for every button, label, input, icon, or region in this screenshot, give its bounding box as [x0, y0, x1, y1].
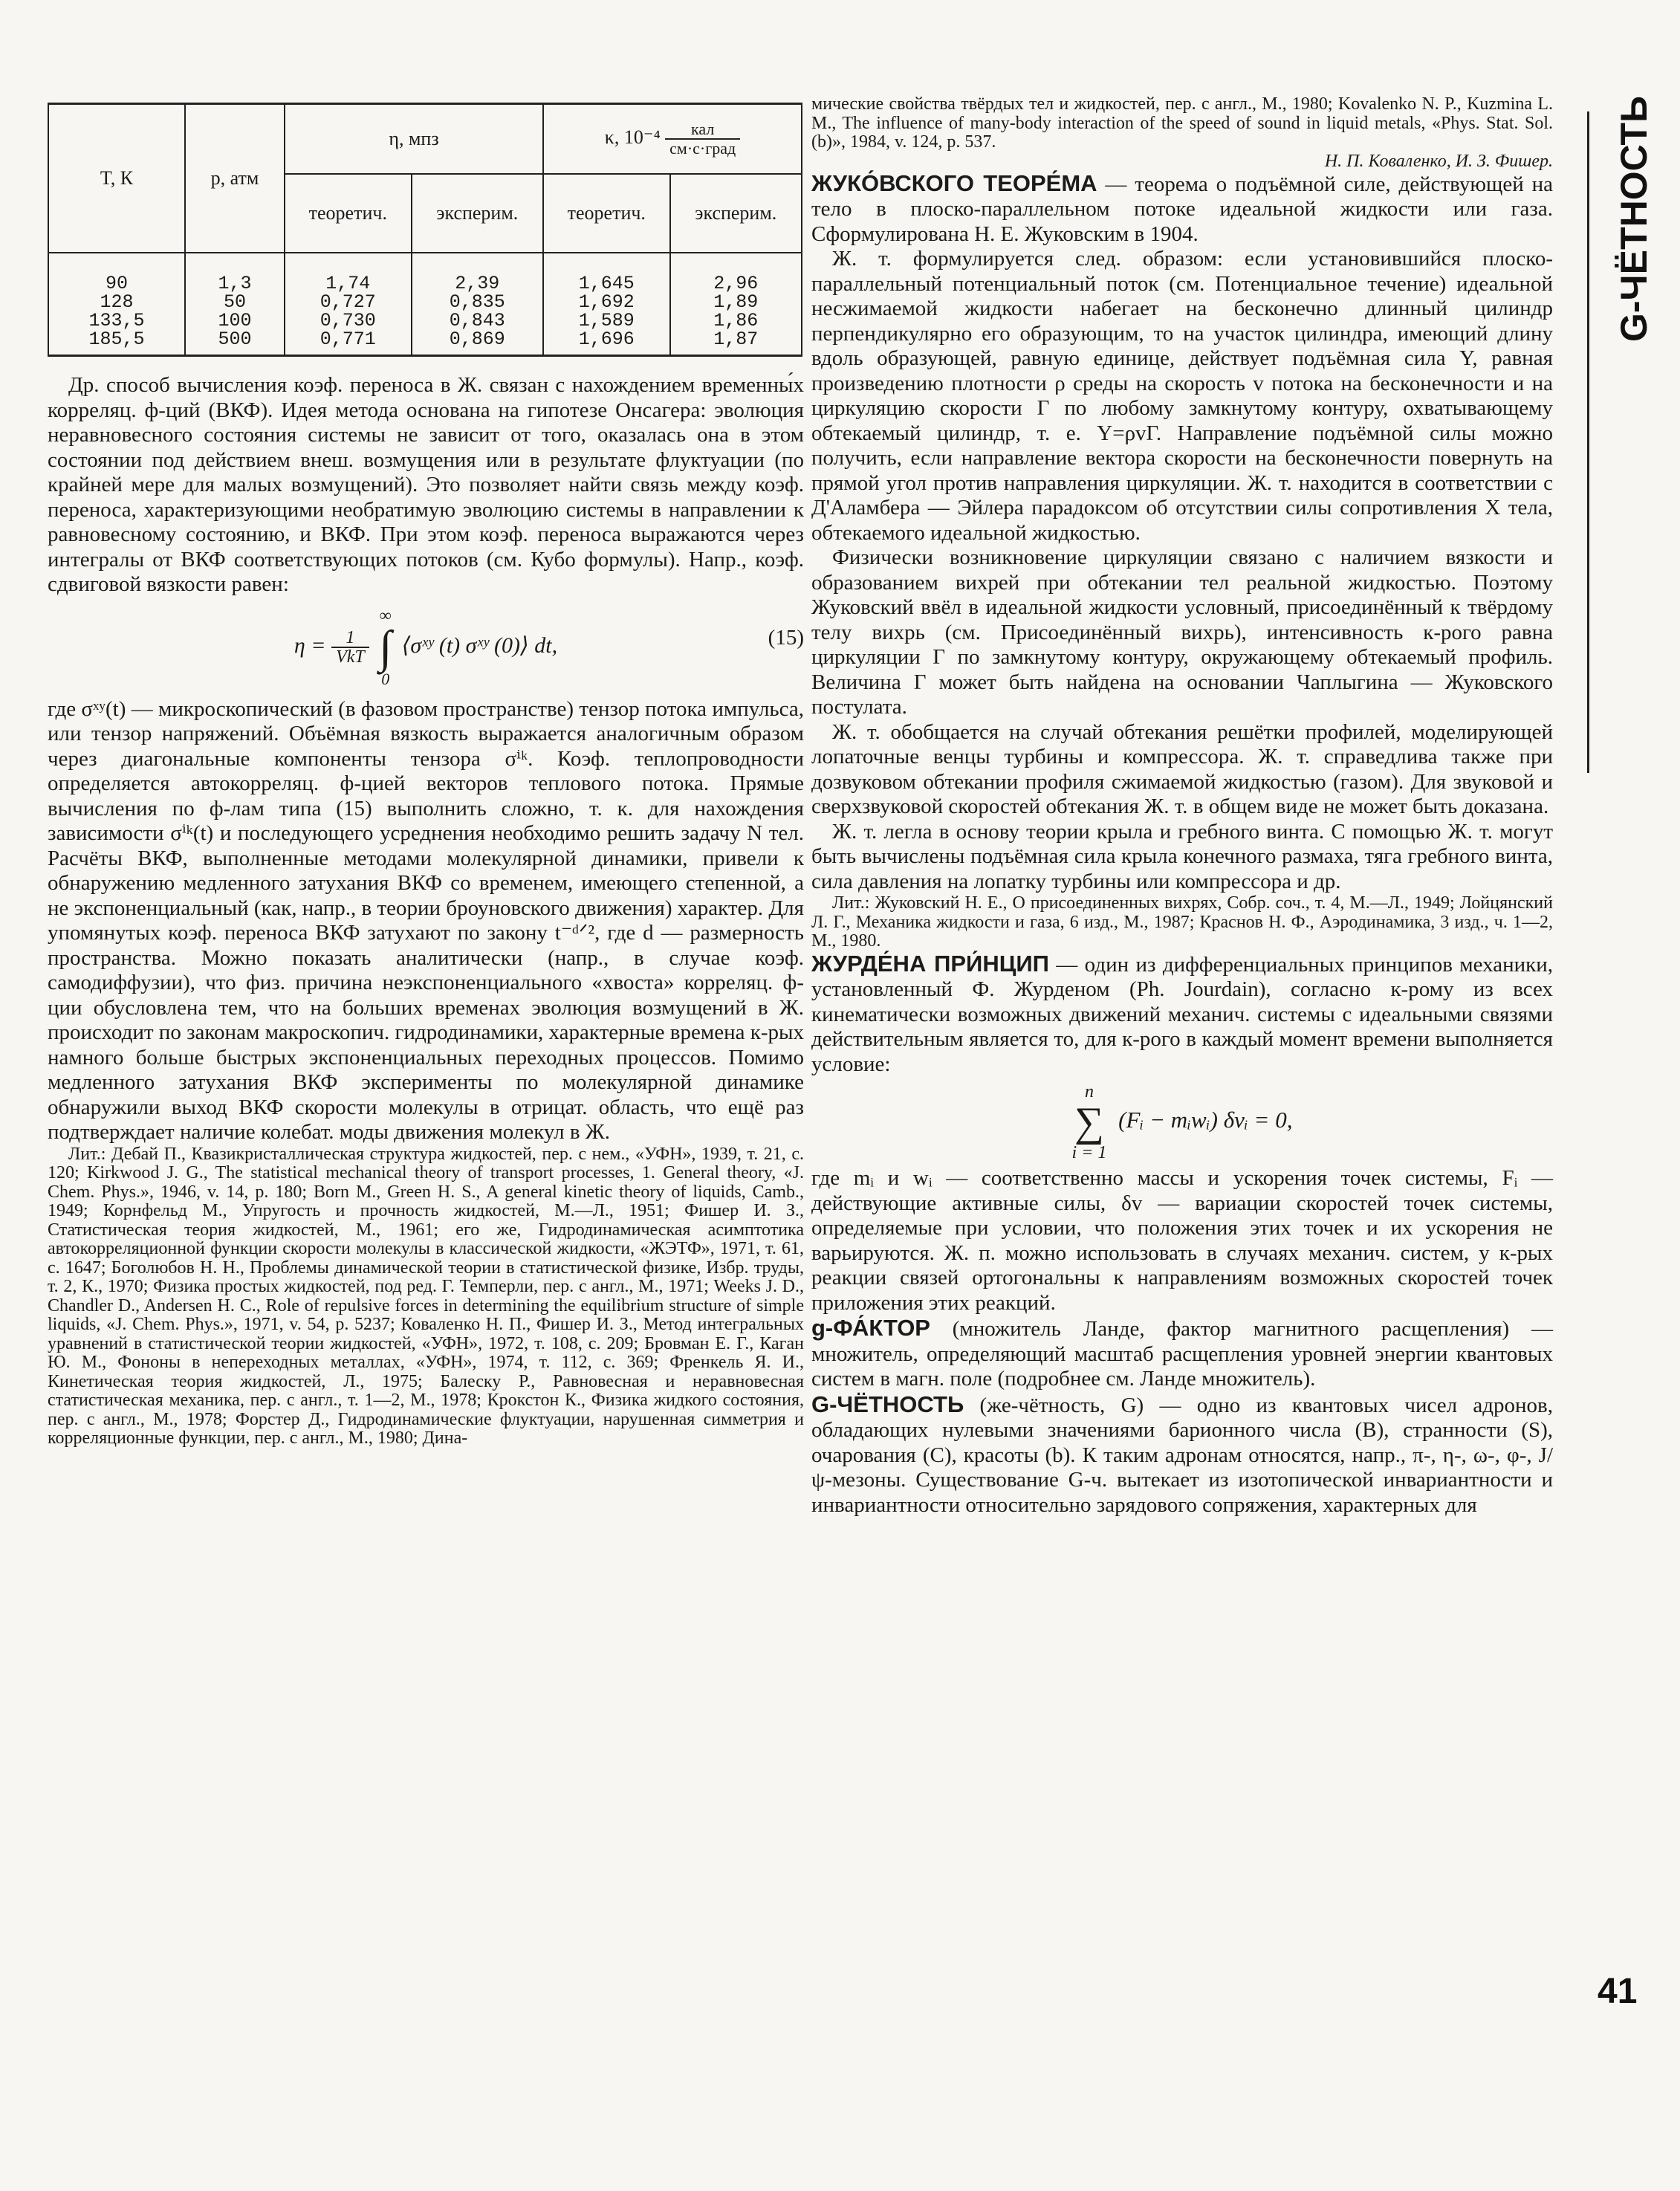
- kappa-unit-fraction: [665, 120, 740, 158]
- literature-continued: мические свойства твёрдых тел и жидкостей, пер. с англ., М., 1980; Kovalenko N. P., Kuzmina L. M., The influence of many-body interaction of the speed of sound in liquid metals, «Phys. Stat. Sol. (b)», 1984, v. 124, p. 537.: [811, 94, 1553, 152]
- side-rule: [1587, 111, 1589, 773]
- zhukovsky-paragraph-2: Ж. т. формулируется след. образом: если установившийся плоско-параллельный потенциальный поток (см. Потенциальное течение) идеальной несжимаемой жидкости набегает на бесконечно длинный цилиндр перпендикулярно его образующим, то на участок цилиндра, имеющий длину вдоль образующей, равную единице, действует подъёмная сила Y, равная произведению плотности ρ среды на скорость v потока на бесконечности и на циркуляцию скорости Γ по любому замкнутому контуру, охватывающему обтекаемый цилиндр, т. е. Y=ρvΓ. Направление подъёмной силы можно получить, если направление вектора скорости на бесконечности повернуть на прямой угол против направления циркуляции. Ж. т. находится в соответствии с Д'Аламбера — Эйлера парадоксом об отсутствии силы сопротивления X тела, обтекаемого идеальной жидкостью.: [811, 247, 1553, 545]
- article-heading-zhukovsky: ЖУКО́ВСКОГО ТЕОРЕ́МА: [811, 169, 1097, 196]
- table-col-T: 90 128 133,5 185,5: [48, 253, 185, 356]
- table-col-eta-exper: 2,39 0,835 0,843 0,869: [412, 253, 543, 356]
- table-header-eta: η, мпз: [285, 104, 543, 175]
- formula-15-fraction: [331, 629, 369, 666]
- table-header-T: T, К: [48, 104, 185, 253]
- table-subheader-kappa-exper: эксперим.: [670, 174, 802, 253]
- literature-liquids: Лит.: Дебай П., Квазикристаллическая структура жидкостей, пер. с нем., «УФН», 1939, т. 21, с. 120; Kirkwood J. G., The statistical mechanical theory of transport processes, 1. General theory, «J. Chem. Phys.», 1946, v. 14, p. 180; Born M., Green H. S., A general kinetic theory of liquids, Camb., 1949; Корнфельд М., Упругость и прочность жидкостей, М.—Л., 1951; Фишер И. З., Статистическая теория жидкостей, М., 1961; его же, Гидродинамическая асимптотика автокорреляционной функции скорости молекулы в классической жидкости, «ЖЭТФ», 1971, т. 61, с. 1647; Боголюбов Н. Н., Проблемы динамической теории в статистической физике, Избр. труды, т. 2, К., 1970; Физика простых жидкостей, под ред. Г. Темперли, пер. с англ., М., 1971; Weeks J. D., Chandler D., Andersen H. C., Role of repulsive forces in determining the equilibrium structure of simple liquids, «J. Chem. Phys.», 1971, v. 54, p. 5237; Коваленко Н. П., Фишер И. З., Метод интегральных уравнений в статистической теории жидкостей, «УФН», 1972, т. 108, с. 209; Бровман Е. Г., Каган Ю. М., Фононы в непереходных металлах, «УФН», 1974, т. 112, с. 369; Френкель Я. И., Кинетическая теория жидкостей, Л., 1975; Балеску Р., Равновесная и неравновесная статистическая механика, пер. с англ., т. 1—2, М., 1978; Крокстон К., Физика жидкого состояния, пер. с англ., М., 1978; Форстер Д., Гидродинамические флуктуации, нарушенная симметрия и корреляционные функции, пер. с англ., М., 1980; Дина-: [48, 1144, 804, 1448]
- article-g-factor: [811, 1315, 1553, 1392]
- data-table: [48, 103, 802, 357]
- article-jourdain-intro: [811, 951, 1553, 1078]
- integral-sign: ∞ ∫ 0: [379, 605, 392, 688]
- sum-upper: n: [1084, 1082, 1094, 1101]
- kappa-unit-den: см·с·град: [669, 139, 736, 158]
- formula-15: [48, 606, 804, 688]
- kappa-unit-prefix: κ, 10⁻⁴: [604, 126, 661, 148]
- jourdain-paragraph-2: где mᵢ и wᵢ — соответственно массы и ускорения точек системы, Fᵢ — действующие активные силы, δv — вариации скоростей точек системы, определяемые при условии, что положения этих точек и их ускорения не варьируются. Ж. п. можно использовать в случаях механич. систем, у к-рых реакции связей ортогональны к направлениям возможных скоростей точек приложения этих реакций.: [811, 1166, 1553, 1315]
- formula-15-num: 1: [331, 629, 369, 648]
- zhukovsky-paragraph-3: Физически возникновение циркуляции связано с наличием вязкости и образованием вихрей при обтекании тел реальной жидкостью. Поэтому Жуковский ввёл в идеальной жидкости условный, присоединённый к твёрдому телу вихрь (см. Присоединённый вихрь), интенсивность к-рого равна циркуляции Γ по замкнутому контуру, окружающему обтекаемый профиль. Величина Γ может быть найдена на основании Чаплыгина — Жуковского постулата.: [811, 546, 1553, 719]
- g-factor-definition: (множитель Ланде, фактор магнитного расщепления) — множитель, определяющий масштаб расщепления уровней энергии квантовых систем в магн. поле (подробнее см. Ланде множитель).: [811, 1317, 1553, 1391]
- formula-15-lhs: η =: [293, 632, 326, 658]
- table-subheader-eta-exper: эксперим.: [412, 174, 543, 253]
- integral-upper: ∞: [379, 605, 392, 624]
- article-g-parity: [811, 1392, 1553, 1518]
- page-number: 41: [1598, 1972, 1638, 2011]
- formula-15-body: ⟨σˣʸ (t) σˣʸ (0)⟩ dt,: [401, 632, 558, 658]
- article-heading-g-factor: g-ФА́КТОР: [811, 1315, 930, 1341]
- zhukovsky-paragraph-4: Ж. т. обобщается на случай обтекания решётки профилей, моделирующей лопаточные венцы турбины и компрессора. Ж. т. справедлива также при дозвуковом обтекании профиля сжимаемой жидкостью (газом). Для звуковой и сверхзвуковой скоростей обтекания Ж. т. в общем виде не может быть доказана.: [811, 719, 1553, 818]
- integral-lower: 0: [381, 669, 390, 688]
- formula-15-den: VkT: [336, 647, 365, 667]
- running-head: G-ЧЁТНОСТЬ: [1613, 95, 1655, 342]
- sum-symbol: ∑: [1074, 1099, 1104, 1145]
- equation-number: (15): [768, 625, 804, 650]
- literature-zhukovsky: Лит.: Жуковский Н. Е., О присоединенных вихрях, Собр. соч., т. 4, М.—Л., 1949; Лойцянский Л. Г., Механика жидкости и газа, 6 изд., М., 1987; Краснов Н. Ф., Аэродинамика, 3 изд., ч. 1—2, М., 1980.: [811, 893, 1553, 951]
- table-header-kappa: [543, 104, 802, 175]
- g-parity-definition: (же-чётность, G) — одно из квантовых чисел адронов, обладающих нулевыми значениями барионного числа (B), странности (S), очарования (C), красоты (b). К таким адронам относятся, напр., π-, η-, ω-, φ-, J/ψ-мезоны. Существование G-ч. вытекает из изотопической инвариантности и инвариантности относительно зарядового сопряжения, характерных для: [811, 1393, 1553, 1517]
- sum-sign: [1072, 1081, 1107, 1163]
- article-heading-jourdain: ЖУРДЕ́НА ПРИ́НЦИП: [811, 950, 1049, 977]
- zhukovsky-paragraph-5: Ж. т. легла в основу теории крыла и гребного винта. С помощью Ж. т. могут быть вычислены подъёмная сила крыла конечного размаха, тяга гребного винта, сила давления на лопатку турбины или компрессора и др.: [811, 819, 1553, 893]
- article-signature: Н. П. Коваленко, И. З. Фишер.: [1324, 151, 1553, 171]
- paragraph-vkf-details: где σˣʸ(t) — микроскопический (в фазовом пространстве) тензор потока импульса, или тензор напряжений. Объёмная вязкость выражается аналогичным образом через диагональные компоненты тензора σⁱᵏ. Коэф. теплопроводности определяется автокорреляц. ф-цией векторов теплового потока. Прямые вычисления по ф-лам типа (15) выполнить сложно, т. к. для нахождения зависимости σⁱᵏ(t) и последующего усреднения необходимо решить задачу N тел. Расчёты ВКФ, выполненные методами молекулярной динамики, привели к обнаружению медленного затухания ВКФ со временем, имеющего степенной, а не экспоненциальный (как, напр., в теории броуновского движения) характер. Для упомянутых коэф. переноса ВКФ затухают по закону t⁻ᵈᐟ², где d — размерность пространства. Можно показать аналитически (напр., в случае коэф. самодиффузии), что физ. причина неэкспоненциального «хвоста» корреляц. ф-ции обусловлена тем, что на больших временах эволюция возмущений в Ж. происходит по законам макроскопич. гидродинамики, характерные времена к-рых намного больше быстрых экспоненциальных переходных процессов. Помимо медленного затухания ВКФ эксперименты по молекулярной динамике обнаружили выход ВКФ скорости молекулы в отрицат. область, что ещё раз подтверждает наличие колебат. моды движения молекул в Ж.: [48, 696, 804, 1144]
- jourdain-definition: — один из дифференциальных принципов механики, установленный Ф. Журденом (Ph. Jourdain), согласно к-рому из всех кинематически возможных движений механич. системы с идеальными связями действительным является то, для к-рого в каждый момент времени выполняется условие:: [811, 952, 1553, 1076]
- sum-lower: i = 1: [1071, 1143, 1107, 1162]
- table-col-kappa-exper: 2,96 1,89 1,86 1,87: [670, 253, 802, 356]
- kappa-unit-num: кал: [665, 120, 740, 140]
- left-column: [48, 103, 804, 1449]
- article-zhukovsky-intro: [811, 171, 1553, 247]
- table-header-p: p, атм: [185, 104, 285, 253]
- right-column: [811, 95, 1553, 1518]
- jourdain-formula-body: (Fᵢ − mᵢwᵢ) δvᵢ = 0,: [1118, 1107, 1293, 1133]
- article-heading-g-parity: G-ЧЁТНОСТЬ: [811, 1391, 964, 1417]
- table-col-kappa-theor: 1,645 1,692 1,589 1,696: [543, 253, 670, 356]
- zhukovsky-definition: — теорема о подъёмной силе, действующей на тело в плоско-параллельном потоке идеальной жидкости или газа. Сформулирована Н. Е. Жуковским в 1904.: [811, 172, 1553, 246]
- paragraph-vkf-method: Др. способ вычисления коэф. переноса в Ж. связан с нахождением временны́х корреляц. ф-ций (ВКФ). Идея метода основана на гипотезе Онсагера: эволюция неравновесного состояния системы не зависит от того, оказалась она в этом состоянии под действием внеш. возмущения или в результате флуктуации (по крайней мере для малых возмущений). Это позволяет найти связь между коэф. переноса, характеризующими необратимую эволюцию системы в направлении к равновесному состоянию, и ВКФ. При этом коэф. переноса выражаются через интегралы от ВКФ соответствующих потоков (см. Кубо формулы). Напр., коэф. сдвиговой вязкости равен:: [48, 373, 804, 596]
- table-subheader-kappa-theor: теоретич.: [543, 174, 670, 253]
- table-col-p: 1,3 50 100 500: [185, 253, 285, 356]
- formula-jourdain: [811, 1081, 1553, 1163]
- table-subheader-eta-theor: теоретич.: [285, 174, 412, 253]
- table-col-eta-theor: 1,74 0,727 0,730 0,771: [285, 253, 412, 356]
